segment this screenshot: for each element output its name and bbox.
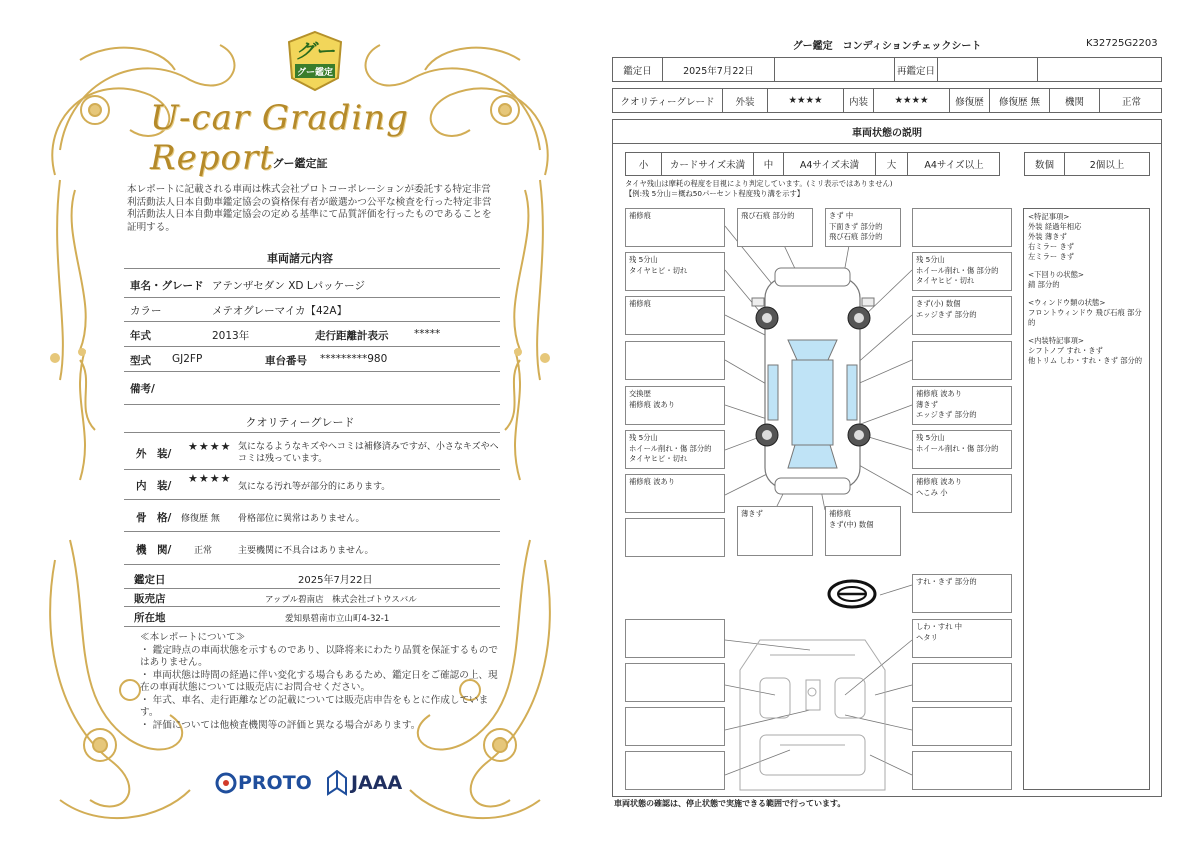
exterior-stars: ★★★★ [188, 440, 232, 453]
divider [124, 499, 500, 500]
frame-value: 修復歴 無 [181, 514, 220, 524]
legend-large: 大 [876, 153, 908, 175]
note-line: フロントウィンドウ 飛び石痕 部分的 [1028, 308, 1142, 327]
date-value: 2025年7月22日 [298, 575, 373, 586]
proto-logo-text: PROTO [238, 772, 312, 794]
mileage-value: ***** [414, 328, 441, 340]
notes-title: ≪本レポートについて≫ [140, 632, 246, 643]
sheet-title: グー鑑定 コンディションチェックシート [792, 41, 982, 52]
certificate-heading: グー鑑定証 [272, 157, 328, 170]
note-line: シフトノブ すれ・きず [1028, 346, 1103, 355]
divider [124, 531, 500, 532]
comment-box: 補修痕 [625, 208, 725, 247]
note-item: ・ 車両状態は時間の経過に伴い変化する場合もあるため、鑑定日をご確認の上、現在の車両状態については販売店にお問合せください。 [140, 670, 498, 694]
tire-note-2: 【例:残 5分山＝概ね50パーセント程度残り溝を示す】 [625, 189, 805, 198]
car-top-view-icon [752, 268, 874, 494]
mileage-label: 走行距離計表示 [315, 330, 389, 342]
sheet-footer: 車両状態の確認は、停止状態で実施できる範囲で行っています。 [614, 799, 846, 808]
comment-box: 交換歴 補修痕 波あり [625, 386, 725, 425]
frame-label: 骨 格/ [136, 512, 172, 524]
note-line: 他トリム しわ・すれ・きず 部分的 [1028, 356, 1143, 365]
interior-stars: ★★★★ [874, 89, 950, 112]
note-line: <下回りの状態> [1028, 270, 1085, 279]
engine-label: 機関 [1050, 89, 1100, 112]
comment-box [625, 619, 725, 658]
color-label: カラー [130, 305, 162, 317]
grade-row [612, 88, 1162, 113]
note-line: <ウィンドウ類の状態> [1028, 298, 1106, 307]
model-label: 型式 [130, 355, 151, 367]
interior-label: 内装 [844, 89, 874, 112]
comment-box: 補修痕 波あり へこみ 小 [912, 474, 1012, 513]
engine-value: 正常 [1121, 96, 1141, 108]
comment-box: 残 5分山 ホイール削れ・傷 部分的 タイヤヒビ・切れ [625, 430, 725, 469]
legend-small-desc: カードサイズ未満 [662, 153, 754, 175]
grade-title: クオリティーグレード [613, 89, 723, 112]
goo-kantei-logo [286, 30, 344, 92]
count-label: 数個 [1025, 153, 1065, 175]
proto-logo [215, 772, 312, 794]
comment-box: 飛び石痕 部分的 [737, 208, 813, 247]
sheet-code: K32725G2203 [1086, 38, 1158, 49]
comment-box [625, 707, 725, 746]
comment-box: きず(小) 数個 エッジきず 部分的 [912, 296, 1012, 335]
note-line [1028, 328, 1145, 336]
divider [124, 346, 500, 347]
interior-comment: 気になる汚れ等が部分的にあります。 [238, 482, 391, 492]
comment-box [912, 663, 1012, 702]
note-line: 外装 薄きず [1028, 232, 1067, 241]
year-label: 年式 [130, 330, 151, 342]
engine-label: 機 関/ [136, 544, 172, 556]
note-item: ・ 鑑定時点の車両状態を示すものであり、以降将来にわたり品質を保証するものではありません。 [140, 645, 499, 669]
comment-box [625, 663, 725, 702]
comment-box: 残 5分山 ホイール削れ・傷 部分的 タイヤヒビ・切れ [912, 252, 1012, 291]
note-line: 左ミラー きず [1028, 252, 1075, 261]
divider [124, 626, 500, 627]
note-line: 右ミラー きず [1028, 242, 1075, 251]
note-line: 錆 部分的 [1028, 280, 1060, 289]
divider [124, 321, 500, 322]
color-value: メテオグレーマイカ【42A】 [212, 305, 348, 317]
exterior-comment: 気になるようなキズやヘコミは補修済みですが、小さなキズやヘコミは残っています。 [238, 442, 499, 464]
proto-mark-icon [215, 772, 237, 794]
comment-box: 補修痕 きず(中) 数個 [825, 506, 901, 556]
legend-large-desc: A4サイズ以上 [924, 160, 984, 171]
jaaa-mark-icon [327, 770, 347, 796]
shop-value: アップル碧南店 株式会社ゴトウスバル [265, 595, 417, 605]
comment-box: 残 5分山 ホイール削れ・傷 部分的 [912, 430, 1012, 469]
steering-wheel-icon [829, 581, 875, 607]
comment-box [912, 751, 1012, 790]
date-row [612, 57, 1162, 82]
logo-text: グー鑑定 [296, 68, 333, 78]
note-line [1028, 290, 1145, 298]
divider [124, 297, 500, 298]
comment-box: 残 5分山 タイヤヒビ・切れ [625, 252, 725, 291]
repair-history-label: 修復歴 [950, 89, 990, 112]
divider [124, 268, 500, 269]
model-value: GJ2FP [172, 353, 203, 365]
legend-medium: 中 [754, 153, 784, 175]
report-script-title: U-car Grading Report [150, 98, 409, 178]
comment-box [912, 208, 1012, 247]
comment-box [625, 341, 725, 380]
remarks-label: 備考/ [130, 383, 155, 395]
divider [124, 404, 500, 405]
comment-box [625, 751, 725, 790]
tire-note-1: タイヤ残山は摩耗の程度を目視により判定しています。(ミリ表示ではありません) [625, 179, 893, 188]
divider [124, 371, 500, 372]
engine-value: 正常 [194, 546, 213, 556]
note-item: ・ 評価については他検査機関等の評価と異なる場合があります。 [140, 720, 421, 731]
divider [124, 432, 500, 433]
note-line: <特記事項> [1028, 212, 1070, 221]
comment-box [625, 518, 725, 557]
count-legend [1024, 152, 1150, 176]
exterior-stars: ★★★★ [768, 89, 844, 112]
jaaa-logo [327, 770, 402, 796]
redate-label: 再鑑定日 [895, 58, 938, 81]
interior-label: 内 装/ [136, 480, 172, 492]
explain-title: 車両状態の説明 [613, 120, 1161, 144]
svg-text:グー: グー [295, 39, 335, 63]
legend-medium-desc: A4サイズ未満 [784, 153, 876, 175]
comment-box: すれ・きず 部分的 [912, 574, 1012, 613]
comment-box [912, 341, 1012, 380]
frame-comment: 骨格部位に異常はありません。 [238, 514, 365, 524]
shop-label: 販売店 [134, 593, 166, 605]
note-line: 外装 経過年相応 [1028, 222, 1082, 231]
shield-badge-icon [286, 30, 344, 92]
engine-comment: 主要機関に不具合はありません。 [238, 546, 374, 556]
comment-box [912, 707, 1012, 746]
empty-cell [775, 58, 895, 81]
divider [124, 564, 500, 565]
quality-heading: クオリティーグレード [245, 416, 355, 429]
note-line: <内装特記事項> [1028, 336, 1085, 345]
jaaa-logo-text: JAAA [351, 772, 403, 794]
size-legend [625, 152, 1000, 176]
address-label: 所在地 [134, 612, 166, 624]
exterior-label: 外装 [723, 89, 768, 112]
certificate-intro: 本レポートに記載される車両は株式会社プロトコーポレーションが委託する特定非営利活動法人日本自動車鑑定協会の資格保有者が厳選かつ公平な検査を行った特定非営利活動法人日本自動車鑑定協会の定める基準にて品質評価を行ったものであることを証明する。 [127, 184, 492, 233]
address-value: 愛知県碧南市立山町4-32-1 [285, 614, 390, 624]
repair-history-value: 修復歴 無 [990, 89, 1050, 112]
divider [124, 469, 500, 470]
count-value: 2個以上 [1089, 160, 1125, 171]
divider [124, 588, 500, 589]
spec-heading: 車両諸元内容 [267, 252, 333, 265]
date-label: 鑑定日 [134, 574, 166, 586]
note-item: ・ 年式、車名、走行距離などの記載については販売店申告をもとに作成しています。 [140, 695, 489, 719]
comment-box: きず 中 下面きず 部分的 飛び石痕 部分的 [825, 208, 901, 247]
exterior-label: 外 装/ [136, 448, 172, 460]
comment-box: 薄きず [737, 506, 813, 556]
name-value: アテンザセダン XD Lパッケージ [212, 280, 365, 292]
car-interior-view-icon [740, 640, 885, 790]
notes-list [1028, 212, 1145, 366]
chassis-value: *********980 [320, 353, 388, 365]
divider [124, 606, 500, 607]
year-value: 2013年 [212, 330, 250, 342]
comment-box: 補修痕 波あり [625, 474, 725, 513]
interior-stars: ★★★★ [188, 472, 232, 485]
name-label: 車名・グレード [130, 280, 204, 292]
special-notes [1023, 208, 1150, 790]
note-line [1028, 262, 1145, 270]
comment-box: 補修痕 波あり 薄きず エッジきず 部分的 [912, 386, 1012, 425]
sheet-date-value: 2025年7月22日 [663, 58, 775, 81]
sheet-date-label: 鑑定日 [613, 58, 663, 81]
comment-box: 補修痕 [625, 296, 725, 335]
legend-small: 小 [626, 153, 662, 175]
chassis-label: 車台番号 [265, 355, 307, 367]
comment-box: しわ・すれ 中 ヘタリ [912, 619, 1012, 658]
redate-value [938, 58, 1038, 81]
